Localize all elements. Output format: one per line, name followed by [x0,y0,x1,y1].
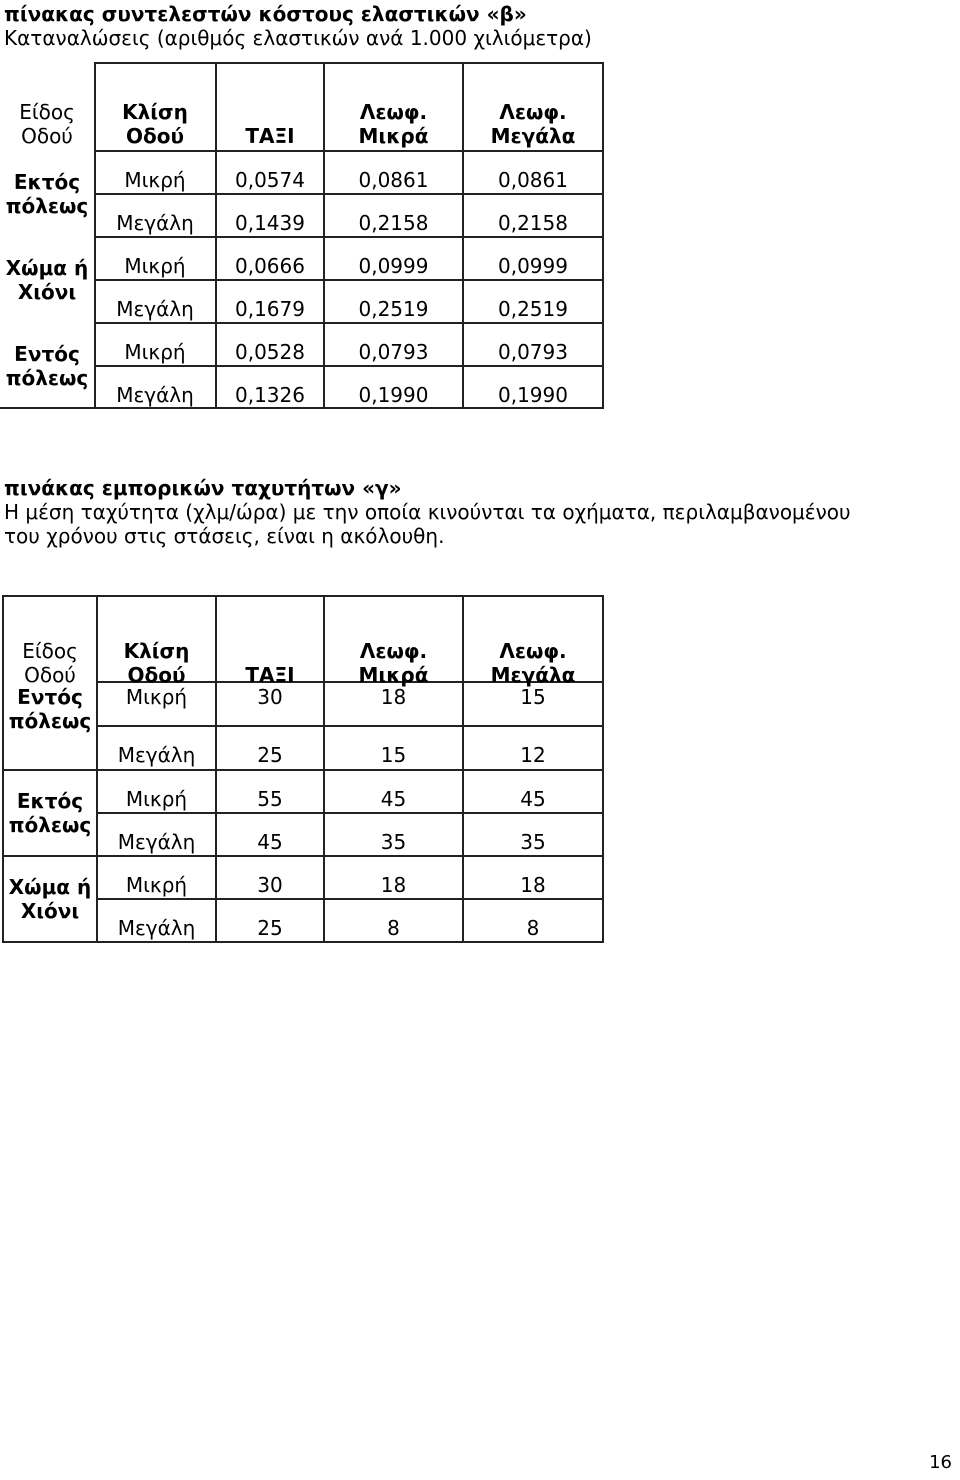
header-taxi: ΤΑΞΙ [245,663,295,687]
header-taxi: ΤΑΞΙ [245,124,295,148]
header-small-bus: Λεωφ. Μικρά [358,100,429,148]
header-slope: Κλίση Οδού [123,639,190,687]
section-g-text-line1: Η μέση ταχύτητα (χλμ/ώρα) με την οποία κινούνται τα οχήματα, περιλαμβανομένου [4,500,851,524]
section-b-subtitle: Καταναλώσεις (αριθμός ελαστικών ανά 1.000 χιλιόμετρα) [4,26,592,50]
section-g-title: πινάκας εμπορικών ταχυτήτων «γ» [4,476,402,500]
group-label: Χώμα ή Χιόνι [5,256,89,304]
header-slope: Κλίση Οδού [122,100,188,148]
section-g-text-line2: του χρόνου στις στάσεις, είναι η ακόλουθη. [4,524,445,548]
header-road-type: Είδος Οδού [19,100,75,148]
group-label: Εκτός πόλεως [5,170,89,218]
section-b-title: πίνακας συντελεστών κόστους ελαστικών «β» [4,2,527,26]
group-label: Εκτός πόλεως [8,789,92,837]
header-road-type: Είδος Οδού [22,639,78,687]
page-number: 16 [929,1452,952,1473]
header-small-bus: Λεωφ. Μικρά [358,639,429,687]
group-label: Εντός πόλεως [8,685,92,733]
group-label: Χώμα ή Χιόνι [8,875,92,923]
header-large-bus: Λεωφ. Μεγάλα [490,639,576,687]
group-label: Εντός πόλεως [5,342,89,390]
header-large-bus: Λεωφ. Μεγάλα [490,100,576,148]
